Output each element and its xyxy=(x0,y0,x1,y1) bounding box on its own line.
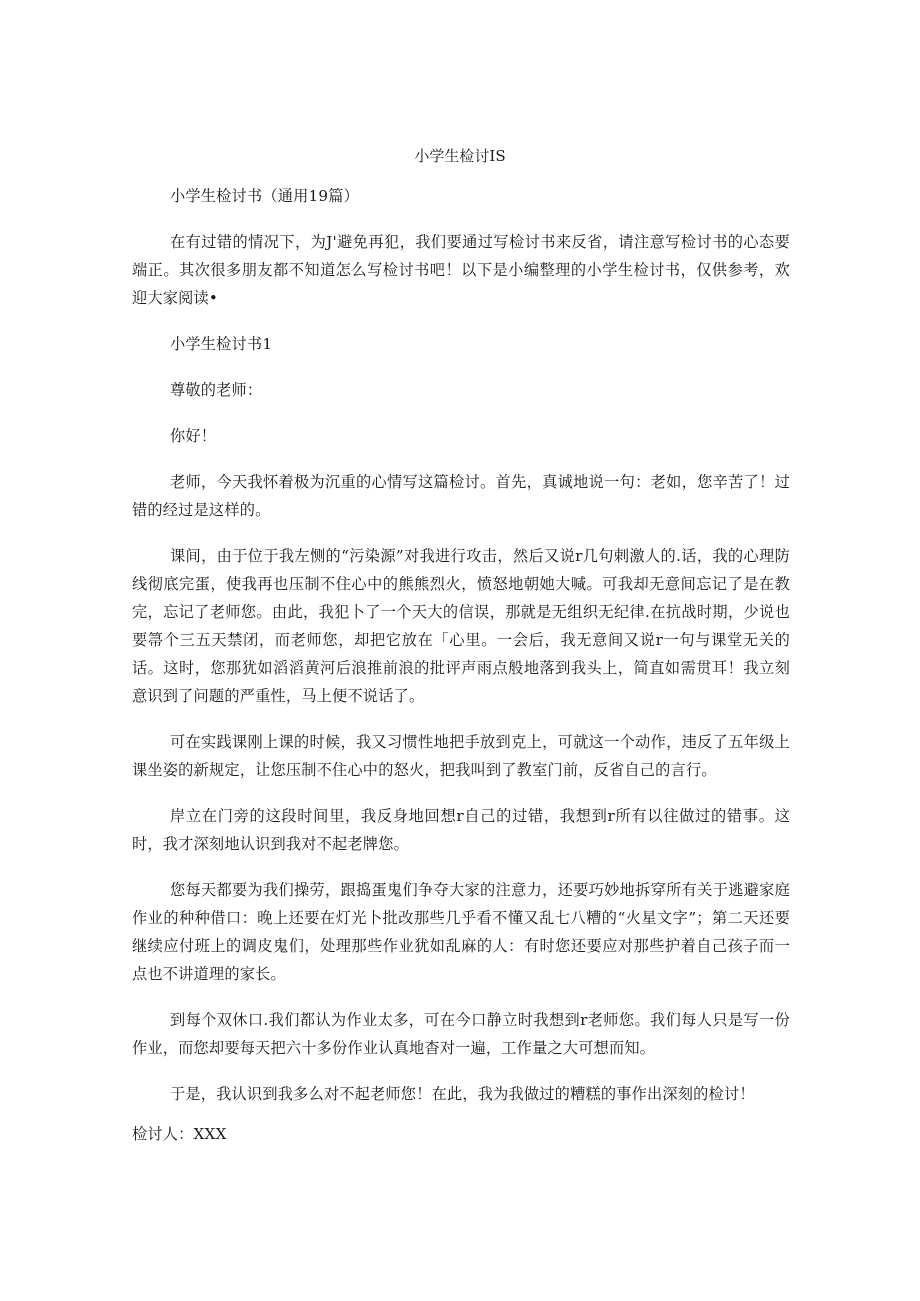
body-paragraph: 课间，由于位于我左恻的“污染源”对我进行攻击，然后又说r几句剌激人的.话，我的心理防线彻底完蛋，使我再也压制不住心中的熊熊烈火，愤怒地朝她大喊。可我却无意间忘记了是在教完，忘记了老师您。由此，我犯卜了一个天大的信误，那就是无组织无纪律.在抗战时期，少说也要箒个三五天禁闭，而老师您，却把它放在「心里。一会后，我无意间又说r一句与课堂无关的话。这时，您那犹如滔滔黄河后浪推前浪的批评声雨点般地落到我头上，简直如需贯耳！我立刻意识到了问题的严重性，马上便不说话了。 xyxy=(132,547,790,705)
body-paragraph: 老师，今天我怀着极为沉重的心情写这篇检讨。首先，真诚地说一句：老如，您辛苦了！过错的经过是这样的。 xyxy=(132,473,790,519)
body-paragraph: 您每天都要为我们操劳，跟捣蛋鬼们争夺大家的注意力，还要巧妙地拆穿所有关于逃避家庭作业的种种借口：晚上还要在灯光卜批改那些几乎看不懂又乱七八糟的“火星文字”；第二天还要继续应付班上的调皮鬼们，处理那些作业犹如乱麻的人：有时您还要应对那些护着自己孩子而一点也不讲道理的家长。 xyxy=(132,881,790,983)
document-title: 小学生检讨IS xyxy=(414,147,506,165)
section-heading: 小学生检讨书1 xyxy=(170,335,273,353)
body-paragraph: 于是，我认识到我多么对不起老师您！在此，我为我做过的糟糕的事作出深刻的检讨！ xyxy=(170,1085,755,1103)
body-paragraph: 到每个双休口.我们都认为作业太多，可在今口静立时我想到r老师您。我们每人只是写一份作业，而您却要每天把六十多份作业认真地杳对一遍，工作量之大可想而知。 xyxy=(132,1011,790,1057)
greeting: 你好！ xyxy=(170,427,217,445)
intro-paragraph: 在有过错的情况下，为J'避免再犯，我们要通过写检讨书来反省，请注意写检讨书的心态要端正。其次很多朋友都不知道怎么写检讨书吧！以下是小编整理的小学生检讨书，仅供参考，欢迎大家阅读• xyxy=(132,233,790,307)
salutation: 尊敬的老师： xyxy=(170,381,263,399)
signature: 检讨人：XXX xyxy=(132,1125,227,1143)
document-body xyxy=(132,182,790,1166)
document-subtitle: 小学生检讨书（通用19篇） xyxy=(170,187,359,205)
body-paragraph: 岸立在门旁的这段时间里，我反身地回想r自己的过错，我想到r所有以往做过的错事。这时，我才深刻地认识到我对不起老牌您。 xyxy=(132,807,790,853)
body-paragraph: 可在实践课刚上课的时候，我又习惯性地把手放到克上，可就这一个动作，违反了五年级上课坐姿的新规定，让您压制不住心中的怒火，把我叫到了教室门前，反省自己的言行。 xyxy=(132,733,790,779)
